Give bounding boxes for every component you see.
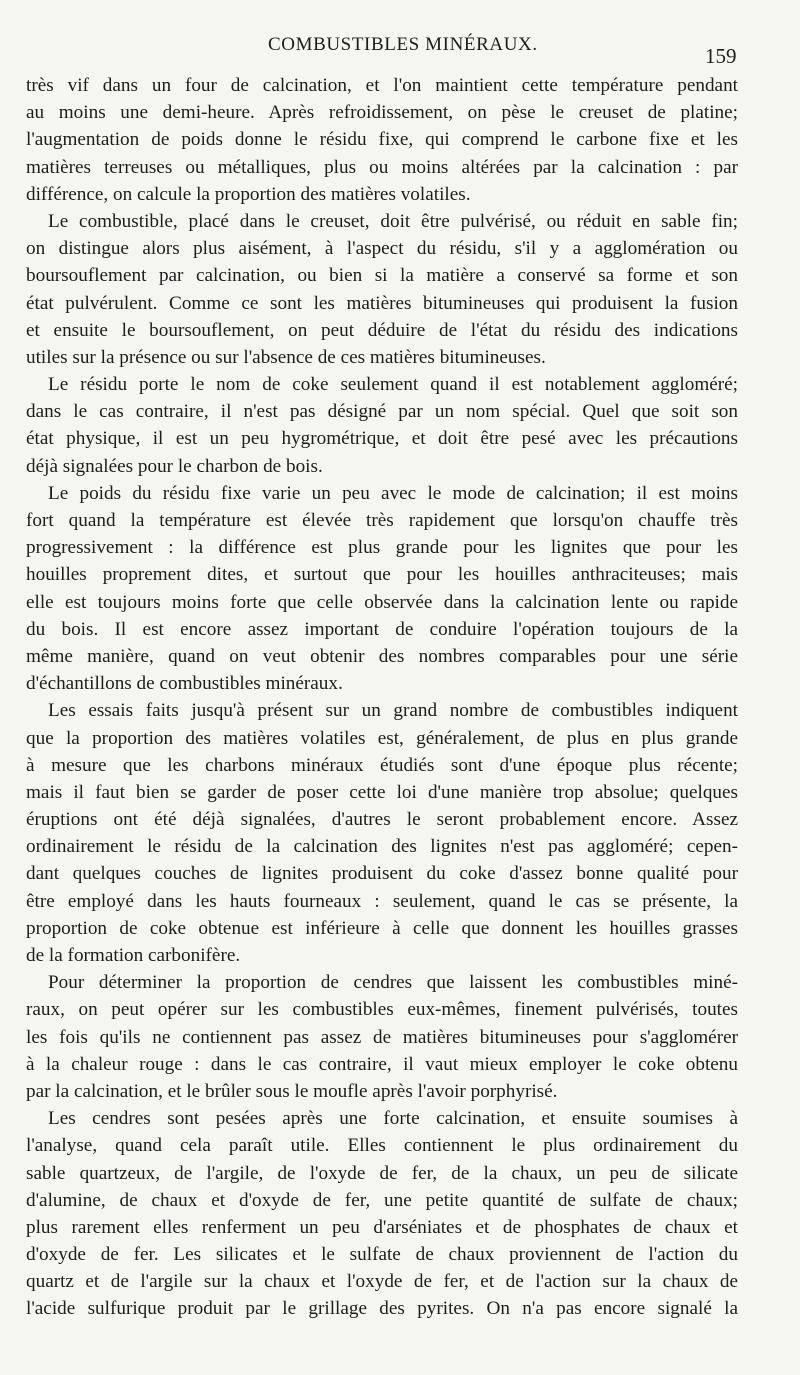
text-line: l'acide sulfurique produit par le grillage des pyrites. On n'a pas encore signalé la bbox=[26, 1298, 738, 1320]
text-line: d'alumine, de chaux et d'oxyde de fer, une petite quantité de sulfate de chaux; bbox=[26, 1189, 738, 1211]
paragraph bbox=[26, 72, 738, 208]
paragraph bbox=[26, 969, 738, 1105]
paragraph bbox=[26, 1105, 738, 1323]
text-line: quartz et de l'argile sur la chaux et l'oxyde de fer, et de l'action sur la chaux de bbox=[26, 1271, 738, 1293]
text-line: Les essais faits jusqu'à présent sur un grand nombre de combustibles indiquent bbox=[48, 700, 738, 722]
text-line: les fois qu'ils ne contiennent pas assez de matières bitumineuses pour s'agglomérer bbox=[26, 1026, 738, 1048]
text-line: déjà signalées pour le charbon de bois. bbox=[26, 455, 323, 477]
text-line: de la formation carbonifère. bbox=[26, 945, 241, 966]
text-line: dant quelques couches de lignites produisent du coke d'assez bonne qualité pour bbox=[26, 863, 738, 885]
text-line: Le résidu porte le nom de coke seulement quand il est notablement aggloméré; bbox=[48, 374, 738, 396]
text-line: dans le cas contraire, il n'est pas désigné par un nom spécial. Quel que soit son bbox=[26, 401, 738, 423]
text-line: à mesure que les charbons minéraux étudiés sont d'une époque plus récente; bbox=[26, 754, 738, 776]
text-line: ordinairement le résidu de la calcination des lignites n'est pas aggloméré; cepen- bbox=[26, 836, 738, 858]
text-line: Pour déterminer la proportion de cendres que laissent les combustibles miné- bbox=[48, 972, 738, 994]
text-line: à la chaleur rouge : dans le cas contraire, il vaut mieux employer le coke obtenu bbox=[26, 1053, 738, 1075]
text-line: Le poids du résidu fixe varie un peu avec le mode de calcination; il est moins bbox=[48, 482, 738, 504]
text-line: éruptions ont été déjà signalées, d'autres le seront probablement encore. Assez bbox=[26, 809, 738, 831]
text-line: elle est toujours moins forte que celle observée dans la calcination lente ou rapide bbox=[26, 591, 738, 613]
text-line: plus rarement elles renferment un peu d'arséniates et de phosphates de chaux et bbox=[26, 1216, 738, 1238]
paragraph bbox=[26, 371, 738, 480]
paragraph bbox=[26, 480, 738, 698]
text-line: progressivement : la différence est plus grande pour les lignites que pour les bbox=[26, 537, 738, 559]
running-title: COMBUSTIBLES MINÉRAUX. bbox=[268, 34, 538, 55]
text-line: boursouflement par calcination, ou bien si la matière a conservé sa forme et son bbox=[26, 265, 738, 287]
body-text bbox=[26, 72, 738, 1323]
text-line: sable quartzeux, de l'argile, de l'oxyde de fer, de la chaux, un peu de silicate bbox=[26, 1162, 738, 1184]
text-line: mais il faut bien se garder de poser cette loi d'une manière trop absolue; quelques bbox=[26, 781, 738, 803]
text-line: être employé dans les hauts fourneaux : seulement, quand le cas se présente, la bbox=[26, 890, 738, 912]
text-line: raux, on peut opérer sur les combustibles eux-mêmes, finement pulvérisés, toutes bbox=[26, 999, 738, 1021]
text-line: d'oxyde de fer. Les silicates et le sulfate de chaux proviennent de l'action du bbox=[26, 1244, 738, 1266]
text-line: différence, on calcule la proportion des matières volatiles. bbox=[26, 183, 471, 205]
text-line: au moins une demi-heure. Après refroidissement, on pèse le creuset de platine; bbox=[26, 102, 738, 124]
text-line: Le combustible, placé dans le creuset, doit être pulvérisé, ou réduit en sable fin; bbox=[48, 210, 738, 232]
paragraph bbox=[26, 697, 738, 969]
text-line: et ensuite le boursouflement, on peut déduire de l'état du résidu des indications bbox=[26, 319, 738, 341]
text-line: on distingue alors plus aisément, à l'aspect du résidu, s'il y a agglomération ou bbox=[26, 238, 738, 260]
text-line: d'échantillons de combustibles minéraux. bbox=[26, 673, 343, 695]
text-line: du bois. Il est encore assez important de conduire l'opération toujours de la bbox=[26, 618, 738, 640]
text-line: l'augmentation de poids donne le résidu fixe, qui comprend le carbone fixe et les bbox=[26, 129, 738, 151]
paragraph bbox=[26, 208, 738, 371]
text-line: par la calcination, et le brûler sous le moufle après l'avoir porphyrisé. bbox=[26, 1080, 558, 1102]
text-line: que la proportion des matières volatiles est, généralement, de plus en plus grande bbox=[26, 727, 738, 749]
text-line: même manière, quand on veut obtenir des nombres comparables pour une série bbox=[26, 645, 738, 667]
text-line: état pulvérulent. Comme ce sont les matières bitumineuses qui produisent la fusion bbox=[26, 292, 738, 314]
text-line: proportion de coke obtenue est inférieure à celle que donnent les houilles grasses bbox=[26, 917, 738, 939]
text-line: l'analyse, quand cela paraît utile. Elles contiennent le plus ordinairement du bbox=[26, 1135, 738, 1157]
text-line: Les cendres sont pesées après une forte calcination, et ensuite soumises à bbox=[48, 1108, 738, 1130]
text-line: utiles sur la présence ou sur l'absence de ces matières bitumineuses. bbox=[26, 346, 546, 368]
text-line: matières terreuses ou métalliques, plus ou moins altérées par la calcination : par bbox=[26, 156, 738, 178]
text-line: état physique, il est un peu hygrométrique, et doit être pesé avec les précautions bbox=[26, 428, 738, 450]
text-line: houilles proprement dites, et surtout que pour les houilles anthraciteuses; mais bbox=[26, 564, 738, 586]
text-line: fort quand la température est élevée très rapidement que lorsqu'on chauffe très bbox=[26, 510, 738, 531]
page-number: 159 bbox=[705, 44, 737, 68]
page-header bbox=[0, 30, 800, 68]
text-line: très vif dans un four de calcination, et l'on maintient cette température pendant bbox=[26, 75, 738, 96]
